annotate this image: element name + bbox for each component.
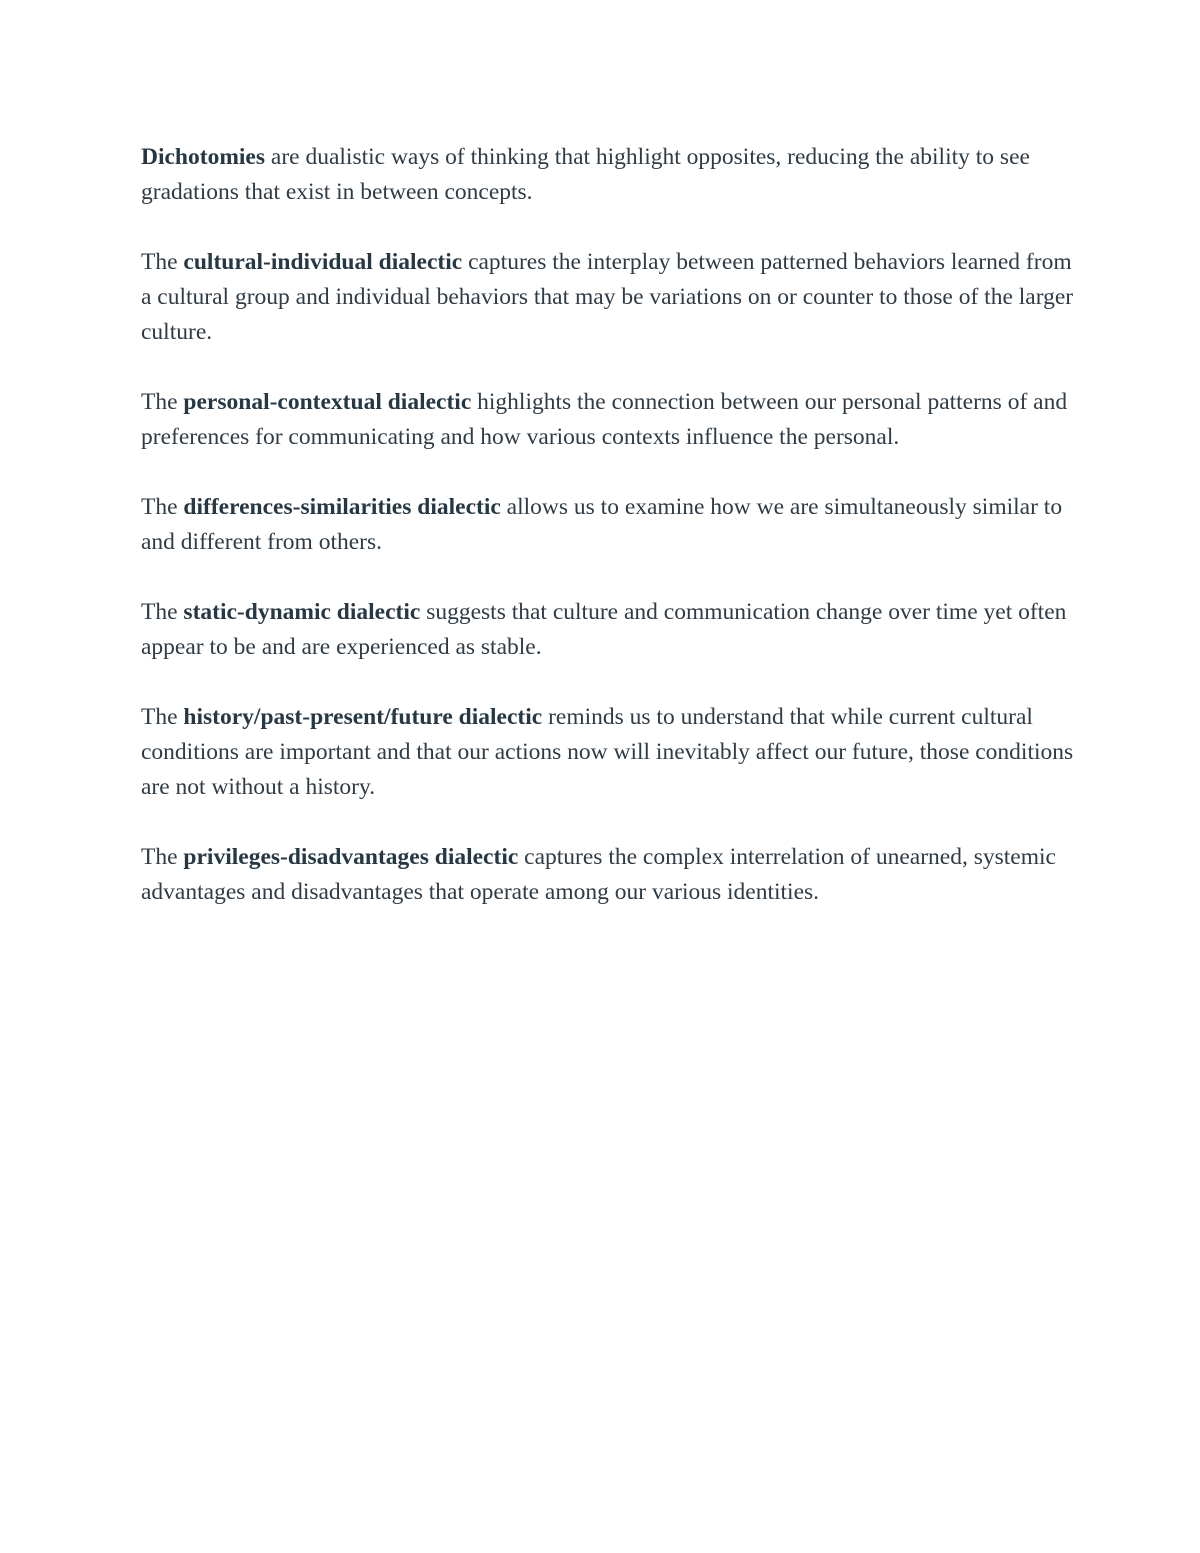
- paragraph-prefix: The: [141, 844, 184, 870]
- paragraph-text: are dualistic ways of thinking that highlight opposites, reducing the ability to see gradations that exist in between concepts.: [141, 144, 1030, 205]
- bold-term: personal-contextual dialectic: [183, 389, 472, 415]
- paragraph-cultural-individual: [141, 245, 1076, 350]
- paragraph-text: captures the interplay between patterned behaviors learned from a cultural group and individual behaviors that may be variations on or counter to those of the larger culture.: [141, 249, 1074, 345]
- paragraph-prefix: The: [141, 249, 184, 275]
- paragraph-history-past-present-future: [141, 700, 1076, 805]
- paragraph-differences-similarities: [141, 490, 1076, 560]
- paragraph-text: suggests that culture and communication change over time yet often appear to be and are experienced as stable.: [141, 599, 1067, 660]
- paragraph-text: reminds us to understand that while current cultural conditions are important and that our actions now will inevitably affect our future, those conditions are not without a history.: [141, 704, 1074, 800]
- paragraph-prefix: The: [141, 389, 184, 415]
- bold-term: Dichotomies: [141, 144, 266, 170]
- bold-term: cultural-individual dialectic: [183, 249, 463, 275]
- paragraph-text: captures the complex interrelation of unearned, systemic advantages and disadvantages that operate among our various identities.: [141, 844, 1056, 905]
- paragraph-prefix: The: [141, 494, 184, 520]
- paragraph-dichotomies: [141, 140, 1076, 210]
- bold-term: history/past-present/future dialectic: [183, 704, 543, 730]
- paragraph-static-dynamic: [141, 595, 1076, 665]
- paragraph-prefix: The: [141, 599, 184, 625]
- bold-term: static-dynamic dialectic: [183, 599, 421, 625]
- paragraph-text: highlights the connection between our personal patterns of and preferences for communicating and how various contexts influence the personal.: [141, 389, 1068, 450]
- paragraph-text: allows us to examine how we are simultaneously similar to and different from others.: [141, 494, 1063, 555]
- paragraph-personal-contextual: [141, 385, 1076, 455]
- paragraph-privileges-disadvantages: [141, 840, 1076, 910]
- bold-term: privileges-disadvantages dialectic: [183, 844, 519, 870]
- document-body: [141, 140, 1076, 945]
- paragraph-prefix: The: [141, 704, 184, 730]
- bold-term: differences-similarities dialectic: [183, 494, 501, 520]
